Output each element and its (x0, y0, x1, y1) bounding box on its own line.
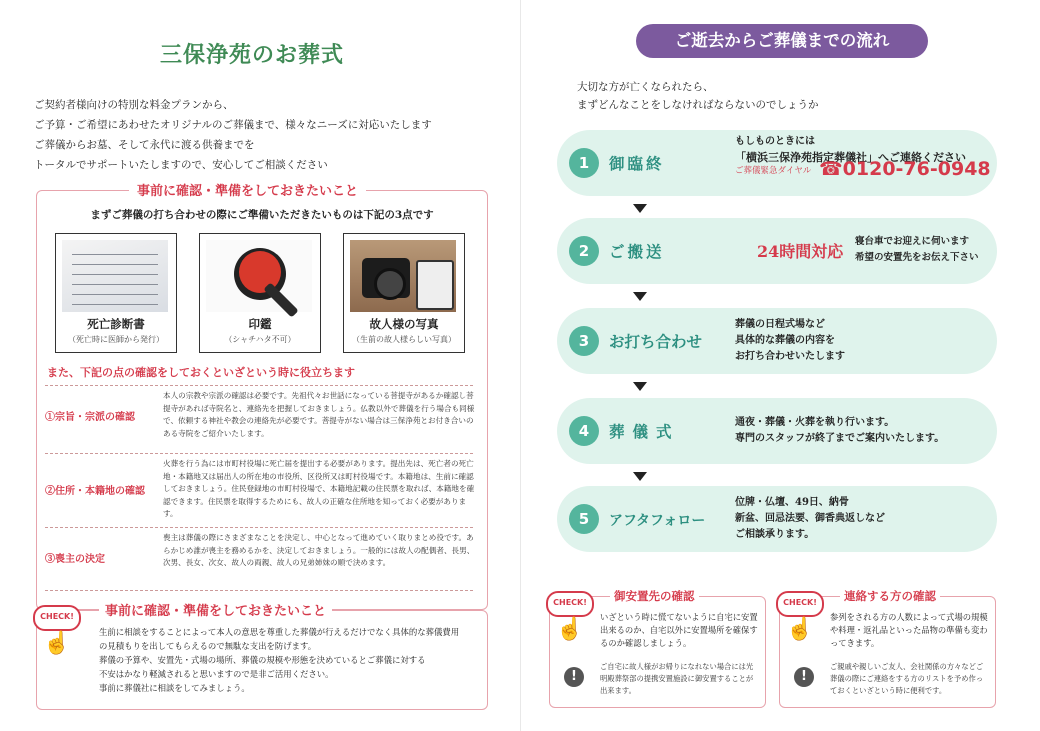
step-line: 具体的な葬儀の内容を (735, 335, 835, 346)
step-desc (735, 495, 885, 543)
step-line: 専門のスタッフが終了までご案内いたします。 (735, 433, 945, 444)
exclamation-icon: ! (794, 667, 814, 687)
confirm-row-religion (45, 385, 473, 448)
emergency-dial-label: ご葬儀緊急ダイヤル (735, 166, 812, 176)
item-death-certificate (55, 233, 177, 353)
advance-consult-box (36, 604, 488, 710)
check-box-placement (549, 589, 766, 708)
step-after-follow (557, 486, 997, 552)
flow-arrow-icon (633, 472, 647, 481)
flow-arrow-icon (633, 204, 647, 213)
pointing-hand-icon: ☝ (556, 617, 584, 642)
step-funeral (557, 398, 997, 464)
advance-consult-text (99, 625, 479, 695)
item-note: （シャチハタ不可） (224, 335, 296, 344)
step-name: 葬儀式 (609, 422, 680, 441)
step-name: ご搬送 (609, 242, 665, 261)
flow-title: ご逝去からご葬儀までの流れ (636, 24, 928, 58)
step-line: 希望の安置先をお伝え下さい (855, 252, 979, 263)
check-box-contacts (779, 589, 996, 708)
check-text: 参列をされる方の人数によって式場の規模や料理・返礼品といった品物の準備も変わってきます。 (830, 612, 988, 648)
preparation-subtitle: まずご葬儀の打ち合わせの際にご準備いただきたいものは下記の3点です (90, 209, 434, 221)
step-number: 4 (569, 416, 599, 446)
row-head: ②住所・本籍地の確認 (45, 486, 145, 497)
row-text: 火葬を行う為には市町村役場に死亡届を提出する必要があります。提出先は、死亡者の死亡地・本籍地又は届出人の所在地の市役所、区役所又は町村役場です。本籍地は、生前に確認しておきましょう。住民登録地の市町村役場で、本籍地記載の住民票を取れば、本籍地を確認できます。住民票を取得するためにも、故人の正確な住所地を知っておく必要があります。 (163, 459, 475, 518)
twenty-four-hour-label: 24時間対応 (757, 242, 844, 261)
item-label: 死亡診断書 (87, 317, 145, 331)
document-image (62, 240, 168, 312)
intro-line: 大切な方が亡くなられたら、 (577, 81, 714, 93)
row-head: ①宗旨・宗派の確認 (45, 412, 135, 423)
intro-line: ご葬儀からお墓、そして永代に渡る供養までを (34, 139, 255, 151)
flow-arrow-icon (633, 292, 647, 301)
consult-line: 不安はかなり軽減されると思いますので是非ご活用ください。 (99, 669, 334, 679)
check-title: 連絡する方の確認 (840, 588, 940, 604)
pointing-hand-icon: ☝ (43, 631, 71, 656)
step-line: 位牌・仏壇、49日、納骨 (735, 497, 849, 508)
advance-consult-title: 事前に確認・準備をしておきたいこと (99, 600, 332, 619)
confirm-row-address (45, 453, 473, 524)
step-number: 5 (569, 504, 599, 534)
step-name: アフタフォロー (609, 513, 706, 529)
step-number: 2 (569, 236, 599, 266)
step-transport (557, 218, 997, 284)
right-page (520, 0, 1040, 731)
step-name: お打ち合わせ (609, 332, 703, 351)
item-label: 故人様の写真 (369, 317, 439, 331)
consult-line: 生前に相談をすることによって本人の意思を尊重した葬儀が行えるだけでなく具体的な葬儀費用 (99, 627, 460, 637)
preparation-title: 事前に確認・準備をしておきたいこと (129, 180, 366, 199)
confirm-row-chief-mourner (45, 527, 473, 591)
consult-line: 葬儀の予算や、安置先・式場の場所、葬儀の規模や形態を決めているとご葬儀に対する (99, 655, 426, 665)
item-note: （死亡時に医師から発行） (68, 335, 164, 344)
flow-intro (577, 78, 819, 114)
check-note: ご自宅に故人様がお帰りになれない場合には光明殿葬祭部の提携安置施設に御安置することが出来ます。 (600, 662, 754, 695)
page-title: 三保浄苑のお葬式 (160, 42, 345, 68)
intro-line: ご契約者様向けの特別な料金プランから、 (34, 99, 234, 111)
camera-image (350, 240, 456, 312)
step-deathbed (557, 130, 997, 196)
intro-line: ご予算・ご希望にあわせたオリジナルのご葬儀まで、様々なニーズに対応いたします (34, 119, 432, 131)
confirm-subtitle: また、下記の点の確認をしておくといざという時に役立ちます (47, 366, 355, 379)
check-badge: CHECK! (776, 591, 824, 617)
step-line: 新盆、回忌法要、御香典返しなど (735, 513, 885, 524)
item-label: 印鑑 (248, 317, 272, 331)
step-line: ご相談承ります。 (735, 529, 815, 540)
step-line: 通夜・葬儀・火葬を執り行います。 (735, 417, 895, 428)
consult-line: 事前に葬儀社に相談をしてみましょう。 (99, 683, 250, 693)
step-desc (735, 317, 845, 365)
row-text: 喪主は葬儀の際にさまざまなことを決定し、中心となって進めていく取りまとめ役です。あらかじめ誰が喪主を務めるかを、決定しておきましょう。一般的には故人の配偶者、長男、次男、長女、次女、故人の両親、故人の兄弟姉妹の順で決めます。 (163, 533, 475, 567)
check-title: 御安置先の確認 (610, 588, 699, 604)
item-note: （生前の故人様らしい写真） (352, 335, 456, 344)
consult-line: の見積もりを出してもらえるので無駄な支出を防げます。 (99, 641, 317, 651)
step-line: 葬儀の日程式場など (735, 319, 825, 330)
item-photo (343, 233, 465, 353)
check-badge: CHECK! (546, 591, 594, 617)
step-meeting (557, 308, 997, 374)
item-seal (199, 233, 321, 353)
pointing-hand-icon: ☝ (786, 617, 814, 642)
step-desc (735, 415, 944, 447)
intro-text (34, 95, 494, 175)
step-line: 「横浜三保浄苑指定葬儀社」へご連絡ください (735, 151, 966, 164)
step-line: お打ち合わせいたします (735, 351, 845, 362)
row-text: 本人の宗教や宗派の確認は必要です。先祖代々お世話になっている菩提寺があるか確認し菩提寺があれば寺院名と、連絡先を把握しておきましょう。仏教以外で葬儀を行う場合も同様で、依頼する神社や教会の連絡先が必要です。菩提寺がない場合は三保浄苑とお付き合いのある寺院をご紹介いたします。 (163, 391, 475, 438)
emergency-phone-number[interactable]: ☎0120-76-0948 (819, 158, 991, 180)
intro-line: トータルでサポートいたしますので、安心してご相談ください (34, 159, 328, 171)
step-name: 御臨終 (609, 154, 665, 173)
flow-arrow-icon (633, 382, 647, 391)
seal-image (206, 240, 312, 312)
step-desc (855, 234, 979, 266)
step-line: もしものときには (735, 136, 815, 147)
intro-line: まずどんなことをしなければならないのでしょうか (577, 99, 819, 111)
row-head: ③喪主の決定 (45, 554, 105, 565)
exclamation-icon: ! (564, 667, 584, 687)
check-note: ご親戚や親しいご友人、会社関係の方々などご葬儀の際にご連絡をする方のリストを予め作っておくといざという時に便利です。 (830, 662, 984, 695)
step-number: 1 (569, 148, 599, 178)
check-text: いざという時に慌てないように自宅に安置出来るのか、自宅以外に安置場所を確保するのか確認しましょう。 (600, 612, 758, 648)
step-line: 寝台車でお迎えに伺います (855, 236, 970, 247)
step-number: 3 (569, 326, 599, 356)
preparation-box (36, 184, 488, 610)
check-badge: CHECK! (33, 605, 81, 631)
